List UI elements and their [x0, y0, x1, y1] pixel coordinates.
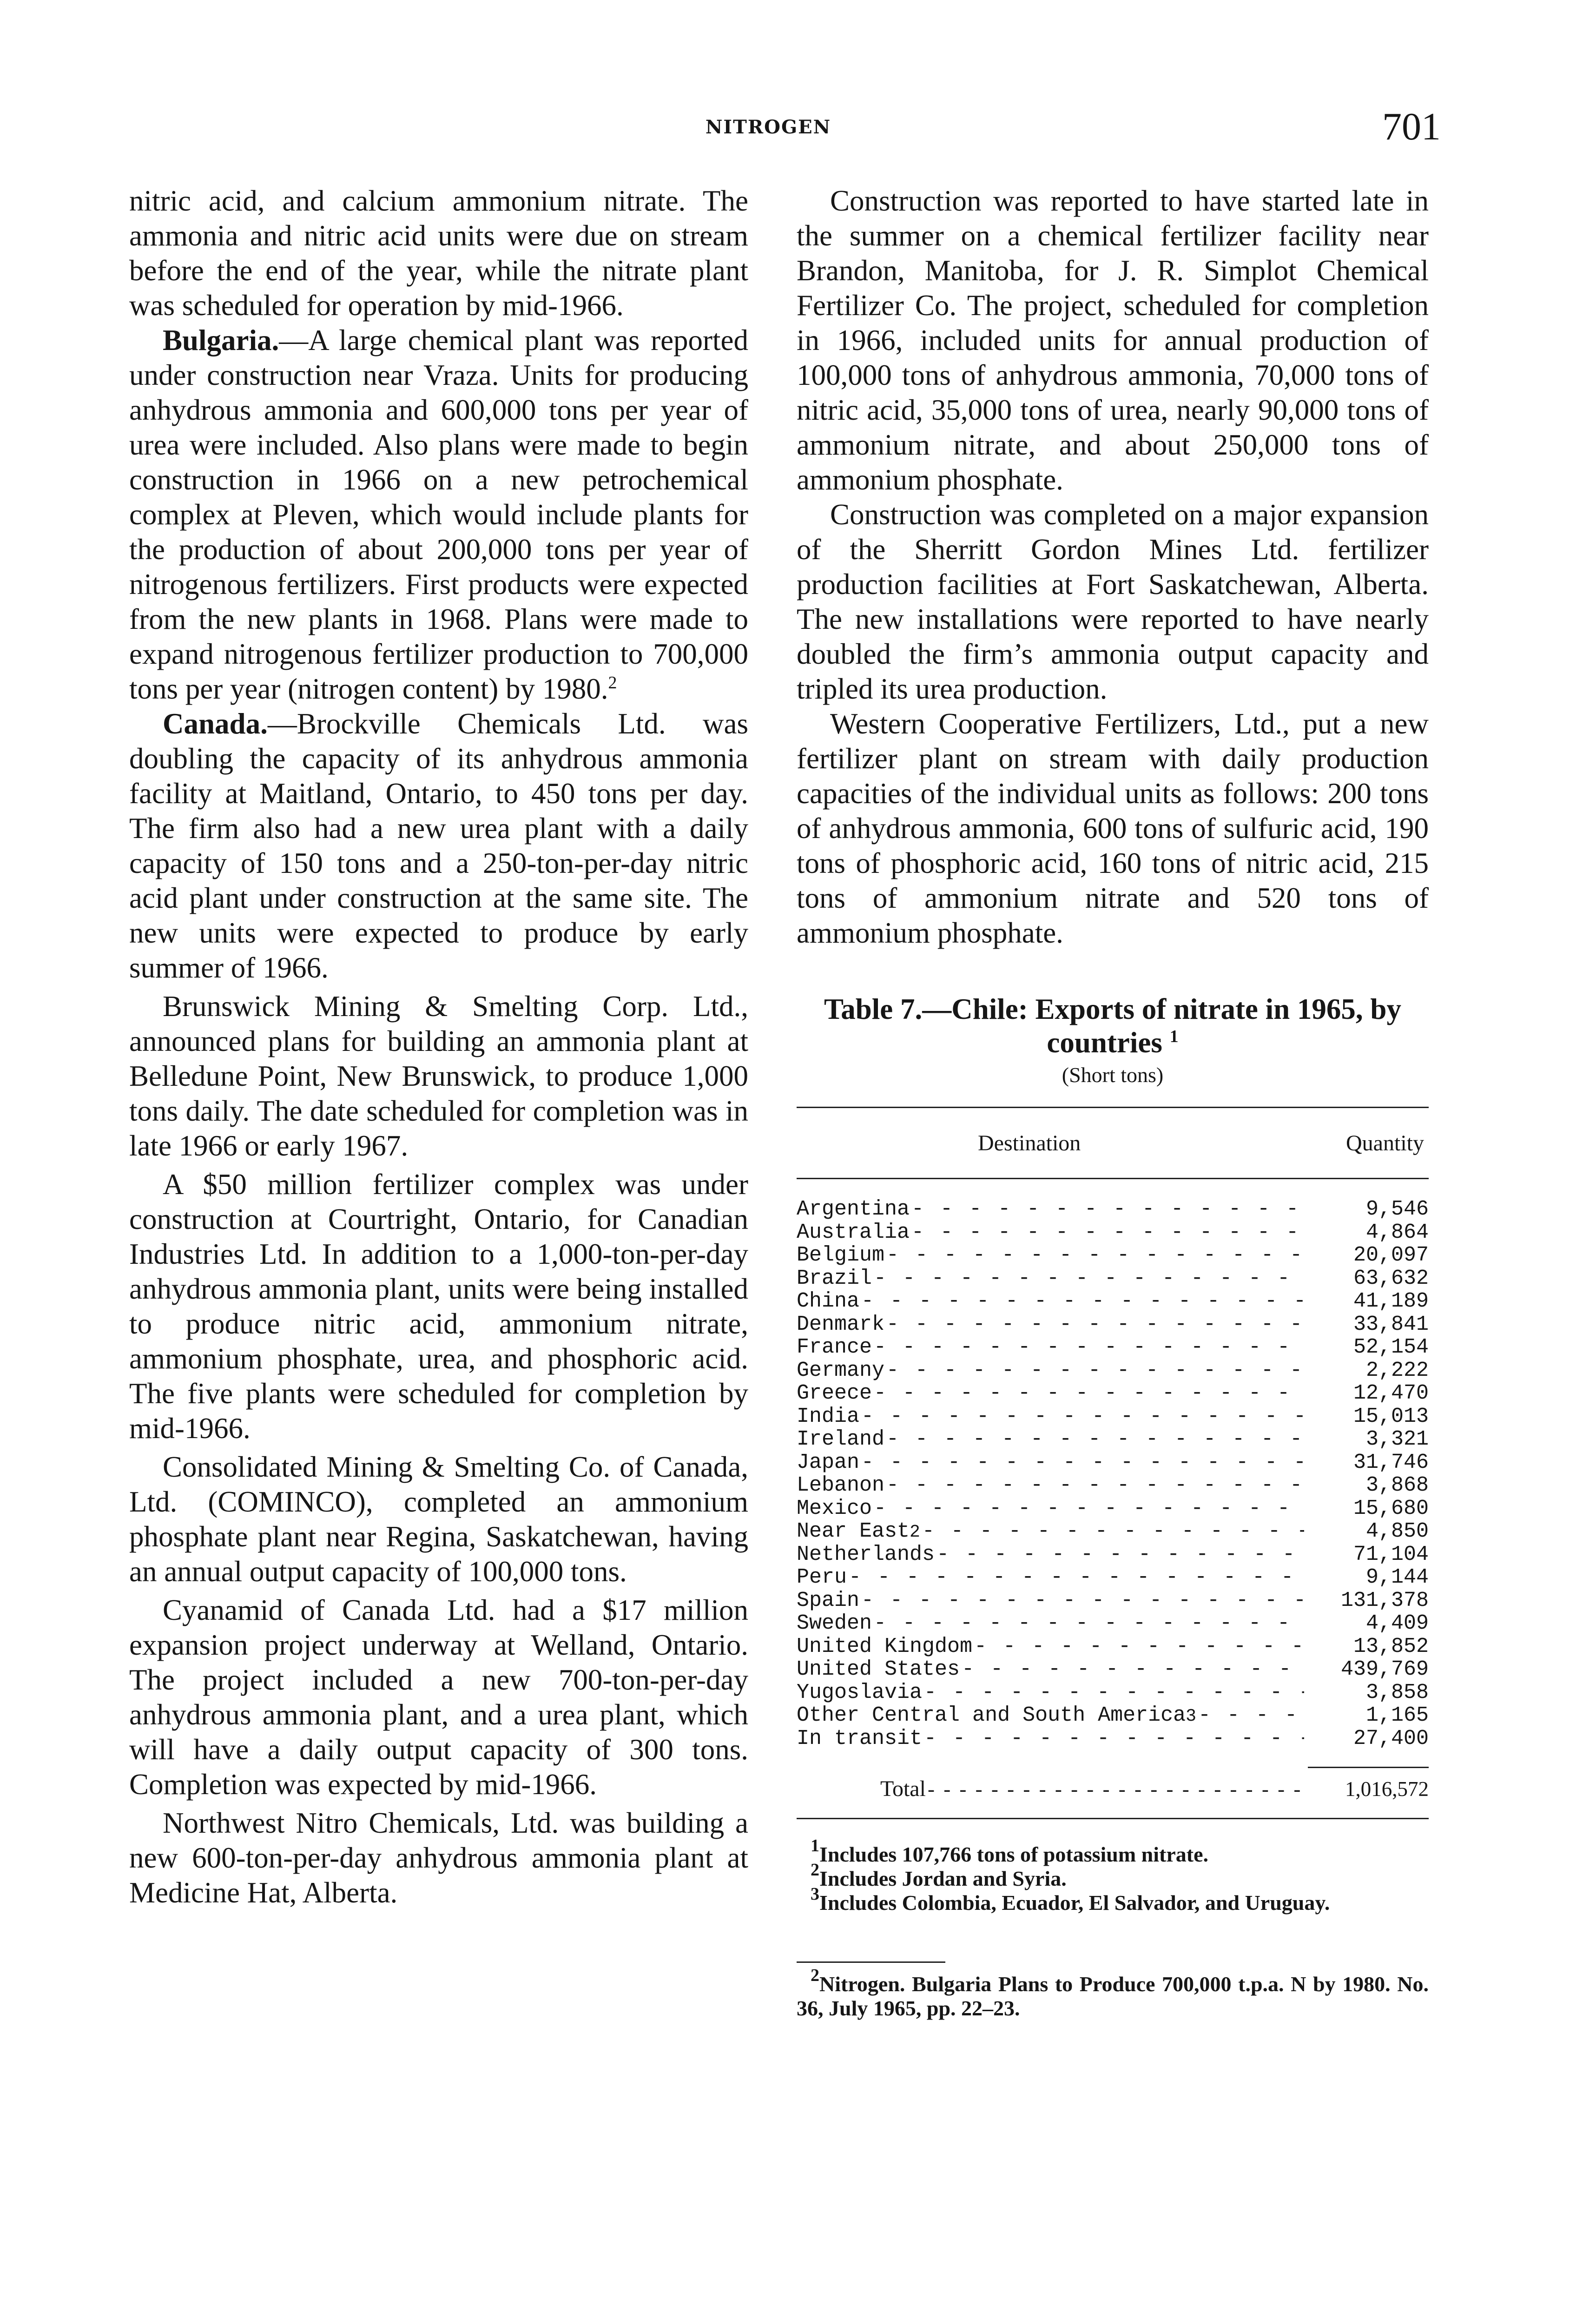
paragraph: Western Cooperative Fertilizers, Ltd., put a new fertilizer plant on stream with daily production capacities of the individual units as follows: 200 tons of anhydrous ammonia, 600 tons of sulfuric acid, 190 tons of phosphoric acid, 160 tons of nitric acid, 215 tons of ammonium nitrate and 520 tons of ammonium phosphate. [797, 707, 1429, 949]
dot-leader [936, 1543, 1304, 1566]
quantity-cell: 4,850 [1365, 1520, 1429, 1543]
destination-cell: Yugoslavia [797, 1681, 923, 1704]
dot-leader [861, 1589, 1304, 1612]
table-row [797, 1635, 1429, 1658]
quantity-cell: 15,680 [1353, 1497, 1429, 1520]
destination-cell: Lebanon [797, 1474, 885, 1497]
table-total-row [797, 1767, 1429, 1807]
quantity-cell: 4,409 [1365, 1612, 1429, 1635]
table-row [797, 1681, 1429, 1704]
destination-cell: Greece [797, 1382, 872, 1405]
quantity-cell: 3,858 [1365, 1681, 1429, 1704]
quantity-cell: 12,470 [1353, 1382, 1429, 1405]
table-row [797, 1405, 1429, 1428]
table-row [797, 1543, 1429, 1566]
paragraph: nitric acid, and calcium ammonium nitrate. The ammonia and nitric acid units were due on stream before the end of the year, while the nitrate plant was scheduled for operation by mid-1966. [129, 185, 748, 322]
dot-leader [962, 1658, 1304, 1681]
right-column [797, 184, 1429, 2020]
dot-leader [874, 1612, 1304, 1635]
paragraph: A $50 million fertilizer complex was under construction at Courtright, Ontario, for Canadian Industries Ltd. In addition to a 1,000-ton-per-day anhydrous ammonia plant, units were being installed to produce nitric acid, ammonium nitrate, ammonium phosphate, urea, and phosphoric acid. The five plants were scheduled for completion by mid-1966. [129, 1168, 748, 1445]
destination-cell: Germany [797, 1359, 885, 1382]
destination-cell: Brazil [797, 1267, 872, 1290]
quantity-cell: 31,746 [1353, 1451, 1429, 1474]
total-value: 1,016,572 [1308, 1767, 1429, 1807]
section-heading: Canada. [163, 707, 268, 740]
quantity-cell: 4,864 [1365, 1221, 1429, 1244]
table-rule [797, 1818, 1429, 1819]
dot-leader [849, 1566, 1304, 1589]
destination-cell: France [797, 1336, 872, 1359]
table-body [797, 1198, 1429, 1750]
section-heading: Bulgaria. [163, 324, 279, 357]
dot-leader [861, 1290, 1304, 1313]
quantity-cell: 2,222 [1365, 1359, 1429, 1382]
dot-leader [886, 1359, 1304, 1382]
table-row [797, 1451, 1429, 1474]
table-row [797, 1198, 1429, 1221]
dot-leader [861, 1451, 1304, 1474]
paragraph: Construction was completed on a major expansion of the Sherritt Gordon Mines Ltd. fertilizer production facilities at Fort Saskatchewan, Alberta. The new installations were reported to have nearly doubled the firm’s ammonia output capacity and tripled its urea production. [797, 498, 1429, 705]
table-footnote: $^3$Includes Colombia, Ecuador, El Salvador, and Uruguay. [811, 1884, 1330, 1915]
destination-cell: Near East [797, 1520, 910, 1543]
destination-cell: United Kingdom [797, 1635, 973, 1658]
paragraph: Northwest Nitro Chemicals, Ltd. was building a new 600-ton-per-day anhydrous ammonia plant at Medicine Hat, Alberta. [129, 1807, 748, 1909]
table-row [797, 1336, 1429, 1359]
table-header [797, 1108, 1429, 1178]
table-row [797, 1359, 1429, 1382]
dot-leader [874, 1497, 1304, 1520]
paragraph: Brunswick Mining & Smelting Corp. Ltd., announced plans for building an ammonia plant at Belledune Point, New Brunswick, to produce 1,000 tons daily. The date scheduled for completion was in late 1966 or early 1967. [129, 990, 748, 1162]
destination-cell: Other Central and South America [797, 1704, 1186, 1727]
destination-cell: Denmark [797, 1313, 885, 1336]
quantity-cell: 33,841 [1353, 1313, 1429, 1336]
quantity-cell: 52,154 [1353, 1336, 1429, 1359]
dot-leader [886, 1474, 1304, 1497]
footnote-ref: 2 [608, 673, 617, 693]
table-row [797, 1382, 1429, 1405]
paragraph: Construction was reported to have started late in the summer on a chemical fertilizer facility near Brandon, Manitoba, for J. R. Simplot Chemical Fertilizer Co. The project, scheduled for completion in 1966, included units for annual production of 100,000 tons of anhydrous ammonia, 70,000 tons of nitric acid, 35,000 tons of urea, nearly 90,000 tons of ammonium nitrate, and about 250,000 tons of ammonium phosphate. [797, 185, 1429, 496]
destination-cell: In transit [797, 1727, 923, 1750]
left-column [129, 184, 748, 1910]
quantity-cell: 3,321 [1365, 1428, 1429, 1451]
table-row [797, 1589, 1429, 1612]
destination-cell: Ireland [797, 1428, 885, 1451]
destination-cell: Mexico [797, 1497, 872, 1520]
table-title: Table 7.—Chile: Exports of nitrate in 1965, by countries $^1$ [824, 993, 1401, 1059]
quantity-cell: 131,378 [1340, 1589, 1429, 1612]
table-row [797, 1428, 1429, 1451]
quantity-cell: 9,144 [1365, 1566, 1429, 1589]
quantity-cell: 1,165 [1365, 1704, 1429, 1727]
page-footnote [797, 1961, 1429, 2020]
table-footnote: $^2$Includes Jordan and Syria. [811, 1860, 1067, 1890]
table-row [797, 1566, 1429, 1589]
dot-leader [924, 1681, 1304, 1704]
paragraph-text: —A large chemical plant was reported under construction near Vraza. Units for producing anhydrous ammonia and 600,000 tons per year of urea were included. Also plans were made to begin construction in 1966 on a new petrochemical complex at Pleven, which would include plants for the production of about 200,000 tons per year of nitrogenous fertilizers. First products were expected from the new plants in 1968. Plans were made to expand nitrogenous fertilizer production to 700,000 tons per year (nitrogen content) by 1980. [129, 324, 748, 705]
quantity-cell: 71,104 [1353, 1543, 1429, 1566]
paragraph-canada [129, 706, 748, 985]
table-row [797, 1658, 1429, 1681]
table-row [797, 1474, 1429, 1497]
dot-leader [874, 1382, 1304, 1405]
dot-leader [922, 1520, 1304, 1543]
quantity-cell: 63,632 [1353, 1267, 1429, 1290]
table-row [797, 1313, 1429, 1336]
dot-leader [928, 1772, 1304, 1807]
destination-cell: Spain [797, 1589, 860, 1612]
running-head [0, 105, 1596, 148]
destination-cell: Japan [797, 1451, 860, 1474]
paragraph-text: —Brockville Chemicals Ltd. was doubling the capacity of its anhydrous ammonia facility at Maitland, Ontario, to 450 tons per day. The firm also had a new urea plant with a daily capacity of 150 tons and a 250-ton-per-day nitric acid plant under construction at the same site. The new units were expected to produce by early summer of 1966. [129, 707, 748, 984]
table-footnote: $^1$Includes 107,766 tons of potassium nitrate. [811, 1836, 1209, 1866]
destination-cell: Belgium [797, 1244, 885, 1267]
table-row [797, 1267, 1429, 1290]
dot-leader [974, 1635, 1304, 1658]
paragraph: Cyanamid of Canada Ltd. had a $17 million expansion project underway at Welland, Ontario. The project included a new 700-ton-per-day anhydrous ammonia plant, and a urea plant, which will have a daily output capacity of 300 tons. Completion was expected by mid-1966. [129, 1594, 748, 1801]
column-header-destination: Destination [978, 1130, 1081, 1155]
dot-leader [911, 1221, 1304, 1244]
quantity-cell: 439,769 [1340, 1658, 1429, 1681]
table-rule [797, 1178, 1429, 1179]
dot-leader [924, 1727, 1304, 1750]
dot-leader [886, 1313, 1304, 1336]
dot-leader [886, 1428, 1304, 1451]
destination-cell: China [797, 1290, 860, 1313]
table-row [797, 1244, 1429, 1267]
destination-cell: Australia [797, 1221, 910, 1244]
quantity-cell: 3,868 [1365, 1474, 1429, 1497]
destination-cell: United States [797, 1658, 960, 1681]
paragraph-bulgaria [129, 323, 748, 706]
footnote-rule [797, 1961, 945, 1963]
table-row [797, 1497, 1429, 1520]
nitrate-exports-table [797, 992, 1429, 1915]
quantity-cell: 27,400 [1353, 1727, 1429, 1750]
table-row: Near East 2 - - - 4,850 [797, 1520, 1429, 1543]
table-row [797, 1612, 1429, 1635]
table-subtitle: (Short tons) [1062, 1063, 1164, 1087]
running-title: NITROGEN [705, 116, 831, 138]
table-footnotes [797, 1836, 1429, 1915]
table-row [797, 1290, 1429, 1313]
column-header-quantity: Quantity [1346, 1130, 1424, 1155]
dot-leader [1198, 1704, 1304, 1727]
dot-leader [861, 1405, 1304, 1428]
quantity-cell: 15,013 [1353, 1405, 1429, 1428]
dot-leader [874, 1267, 1304, 1290]
table-row [797, 1221, 1429, 1244]
destination-cell: Sweden [797, 1612, 872, 1635]
total-label: Total [880, 1776, 926, 1801]
quantity-cell: 9,546 [1365, 1198, 1429, 1221]
dot-leader [886, 1244, 1304, 1267]
destination-cell: Netherlands [797, 1543, 935, 1566]
table-row: Other Central and South America 3 - - - 1,165 [797, 1704, 1429, 1727]
dot-leader [874, 1336, 1304, 1359]
table-row [797, 1727, 1429, 1750]
dot-leader [911, 1198, 1304, 1221]
destination-cell: Peru [797, 1566, 847, 1589]
footnote-text: $^2$Nitrogen. Bulgaria Plans to Produce 700,000 t.p.a. N by 1980. No. 36, July 1965, pp. 22–23. [797, 1966, 1429, 2020]
quantity-cell: 41,189 [1353, 1290, 1429, 1313]
quantity-cell: 20,097 [1353, 1244, 1429, 1267]
quantity-cell: 13,852 [1353, 1635, 1429, 1658]
paragraph: Consolidated Mining & Smelting Co. of Canada, Ltd. (COMINCO), completed an ammonium phosphate plant near Regina, Saskatchewan, having an annual output capacity of 100,000 tons. [129, 1451, 748, 1588]
destination-cell: Argentina [797, 1198, 910, 1221]
page-number: 701 [1382, 105, 1441, 148]
footnote-ref: 1 [1169, 1027, 1179, 1046]
destination-cell: India [797, 1405, 860, 1428]
